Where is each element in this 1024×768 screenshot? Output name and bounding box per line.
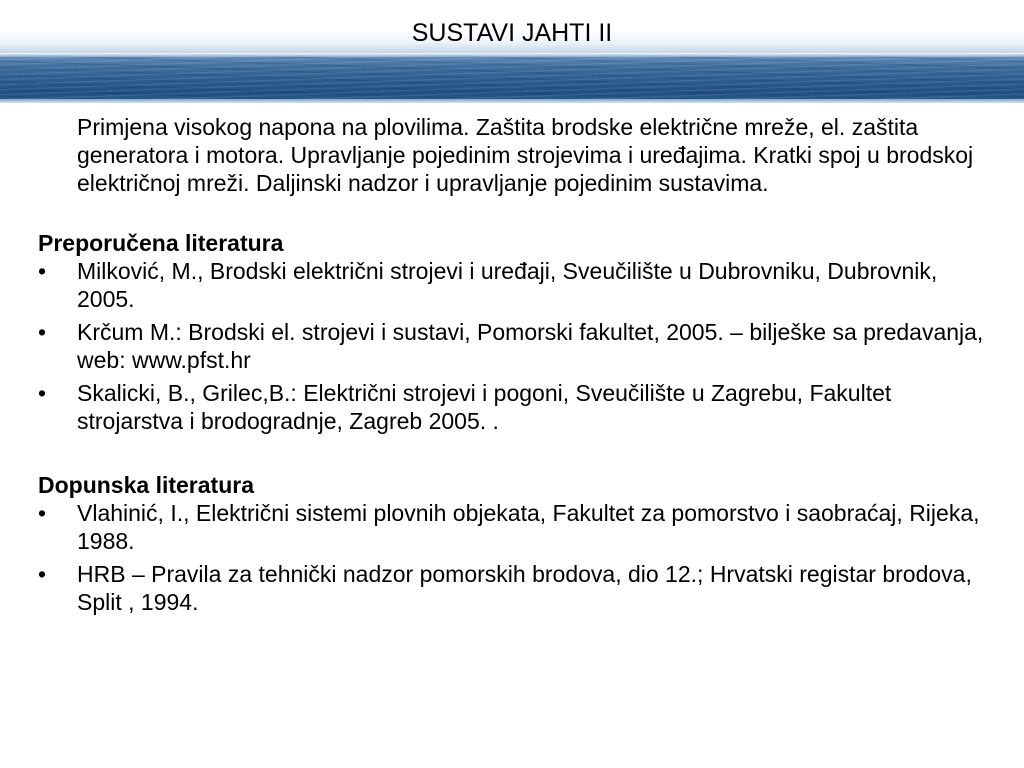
supplementary-literature-heading: Dopunska literatura — [38, 472, 254, 498]
bullet: • — [38, 319, 47, 345]
list-item-text: Milković, M., Brodski električni strojevi i uređaji, Sveučilište u Dubrovniku, Dubrovnik, 2005. — [77, 258, 938, 312]
bullet: • — [38, 380, 47, 406]
intro-paragraph: Primjena visokog napona na plovilima. Zaštita brodske električne mreže, el. zaštita generatora i motora. Upravljanje pojedinim strojevima i uređajima. Kratki spoj u brodskoj električnoj mreži. Daljinski nadzor i upravljanje pojedinim sustavima. — [77, 114, 974, 196]
list-item — [38, 499, 998, 555]
list-item — [38, 560, 998, 616]
list-item — [38, 318, 998, 374]
banner-horizon — [0, 53, 1024, 57]
bullet: • — [38, 561, 47, 587]
banner-bottom-edge — [0, 99, 1024, 103]
list-item-text: HRB – Pravila za tehnički nadzor pomorskih brodova, dio 12.; Hrvatski registar brodova, Split , 1994. — [77, 561, 972, 615]
bullet: • — [38, 258, 47, 284]
recommended-literature-heading: Preporučena literatura — [38, 230, 284, 256]
supplementary-literature-list — [38, 499, 998, 616]
list-item-text: Krčum M.: Brodski el. strojevi i sustavi, Pomorski fakultet, 2005. – bilješke sa predavanja, web: www.pfst.hr — [77, 319, 984, 373]
slide-title: SUSTAVI JAHTI II — [411, 19, 613, 47]
list-item-text: Vlahinić, I., Električni sistemi plovnih objekata, Fakultet za pomorstvo i saobraćaj, Rijeka, 1988. — [77, 500, 980, 554]
sea-banner — [0, 0, 1024, 103]
recommended-literature-list — [38, 257, 998, 435]
list-item — [38, 379, 998, 435]
slide-body — [38, 113, 998, 621]
list-item — [38, 257, 998, 313]
banner-sea — [0, 54, 1024, 103]
bullet: • — [38, 500, 47, 526]
list-item-text: Skalicki, B., Grilec,B.: Električni strojevi i pogoni, Sveučilište u Zagrebu, Fakultet strojarstva i brodogradnje, Zagreb 2005. . — [77, 380, 892, 434]
